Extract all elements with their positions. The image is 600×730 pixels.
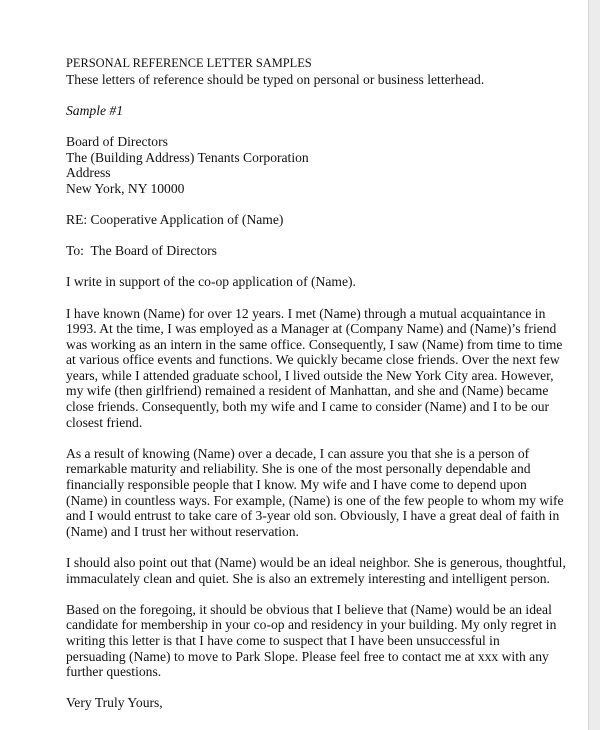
page-edge	[588, 0, 600, 730]
paragraph-line: close friends. Consequently, both my wife and I came to consider (Name) and I to be our	[66, 399, 550, 415]
paragraph-line: I have known (Name) for over 12 years. I met (Name) through a mutual acquaintance in	[66, 305, 546, 321]
paragraph-line: at various office events and functions. We quickly became close friends. Over the next few	[66, 352, 560, 368]
spacer	[66, 87, 566, 103]
spacer	[66, 680, 566, 696]
paragraph-conclusion	[66, 602, 566, 680]
sample-label: Sample #1	[66, 102, 124, 118]
paragraph-line: immaculately clean and quiet. She is also an extremely interesting and intelligent person.	[66, 570, 550, 586]
paragraph-line: (Name) and I trust her without reservation.	[66, 523, 299, 539]
recipient-address	[66, 134, 566, 196]
paragraph-line: my wife (then girlfriend) remained a resident of Manhattan, and she and (Name) became	[66, 383, 549, 399]
to-line: To: The Board of Directors	[66, 243, 217, 259]
paragraph-line: closest friend.	[66, 414, 143, 430]
spacer	[66, 290, 566, 306]
paragraph-history	[66, 306, 566, 431]
spacer	[66, 586, 566, 602]
paragraph-line: 1993. At the time, I was employed as a Manager at (Company Name) and (Name)’s friend	[66, 321, 557, 337]
spacer	[66, 196, 566, 212]
paragraph-line: further questions.	[66, 664, 162, 680]
paragraph-line: years, while I attended graduate school, I lived outside the New York City area. However,	[66, 367, 554, 383]
intro-text: These letters of reference should be typed on personal or business letterhead.	[66, 71, 485, 87]
spacer	[66, 539, 566, 555]
paragraph-line: financially responsible people that I know. My wife and I have come to depend upon	[66, 477, 527, 493]
paragraph-line: As a result of knowing (Name) over a decade, I can assure you that she is a person of	[66, 445, 530, 461]
spacer	[66, 228, 566, 244]
paragraph-line: remarkable maturity and reliability. She is one of the most personally dependable and	[66, 461, 531, 477]
spacer	[66, 430, 566, 446]
paragraph-line: I should also point out that (Name) would be an ideal neighbor. She is generous, thoughtful,	[66, 555, 566, 570]
paragraph-line: and I would entrust to take care of 3-year old son. Obviously, I have a great deal of faith in	[66, 508, 560, 524]
paragraph-line: was working as an intern in the same office. Consequently, I saw (Name) from time to time	[66, 336, 563, 352]
paragraph-line: candidate for membership in your co-op and residency in your building. My only regret in	[66, 617, 557, 633]
paragraph-line: writing this letter is that I have come to suspect that I have been unsuccessful in	[66, 632, 500, 648]
address-line: Address	[66, 165, 111, 181]
paragraph-line: persuading (Name) to move to Park Slope. Please feel free to contact me at xxx with any	[66, 648, 549, 664]
closing-salutation: Very Truly Yours,	[66, 695, 163, 711]
document-title: PERSONAL REFERENCE LETTER SAMPLES	[66, 56, 312, 70]
spacer	[66, 118, 566, 134]
address-line: Board of Directors	[66, 133, 168, 149]
address-line: The (Building Address) Tenants Corporation	[66, 149, 309, 165]
spacer	[66, 259, 566, 275]
re-line: RE: Cooperative Application of (Name)	[66, 211, 284, 227]
paragraph-line: (Name) in countless ways. For example, (Name) is one of the few people to whom my wife	[66, 492, 564, 508]
letter-content	[66, 56, 566, 711]
paragraph-character	[66, 446, 566, 540]
paragraph-line: Based on the foregoing, it should be obvious that I believe that (Name) would be an ideal	[66, 601, 552, 617]
opening-sentence: I write in support of the co-op application of (Name).	[66, 274, 356, 290]
paragraph-neighbor	[66, 555, 566, 586]
address-line: New York, NY 10000	[66, 180, 185, 196]
